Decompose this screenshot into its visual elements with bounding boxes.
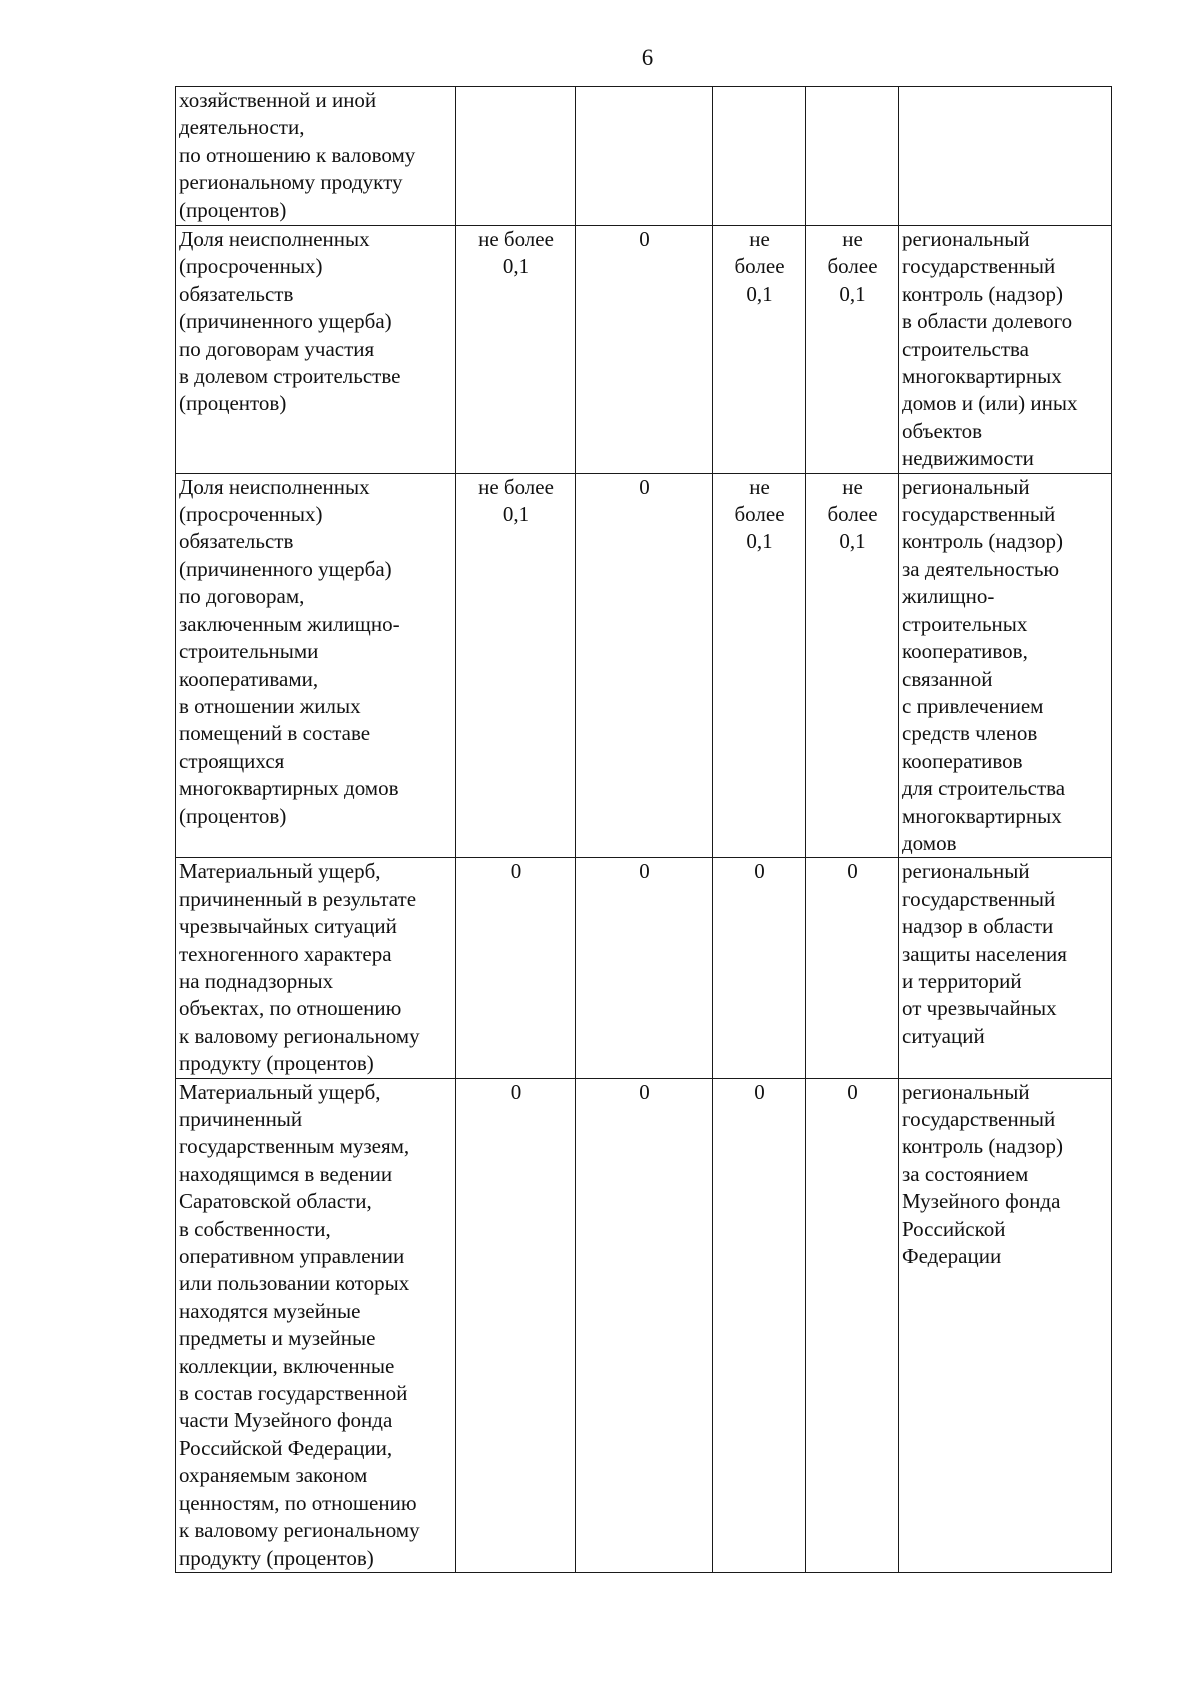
- value-cell: 0: [576, 1078, 713, 1572]
- indicator-cell: Материальный ущерб, причиненный в результате чрезвычайных ситуаций техногенного характера на поднадзорных объектах, по отношению к валовому региональному продукту (процентов): [176, 858, 456, 1078]
- value-cell: не более 0,1: [806, 226, 899, 474]
- value-cell: 0: [713, 858, 806, 1078]
- indicator-cell: Доля неисполненных (просроченных) обязательств (причиненного ущерба) по договорам, заключенным жилищно- строительными кооперативами, в отношении жилых помещений в составе строящихся многоквартирных домов (процентов): [176, 473, 456, 858]
- indicator-cell: Материальный ущерб, причиненный государственным музеям, находящимся в ведении Саратовской области, в собственности, оперативном управлении или пользовании которых находятся музейные предметы и музейные коллекции, включенные в состав государственной части Музейного фонда Российской Федерации, охраняемым законом ценностям, по отношению к валовому региональному продукту (процентов): [176, 1078, 456, 1572]
- control-type-cell: региональный государственный контроль (надзор) за состоянием Музейного фонда Российской Федерации: [899, 1078, 1112, 1572]
- page-number: 6: [641, 45, 654, 70]
- value-cell: не более 0,1: [456, 473, 576, 858]
- indicator-cell: Доля неисполненных (просроченных) обязательств (причиненного ущерба) по договорам участия в долевом строительстве (процентов): [176, 226, 456, 474]
- value-cell: 0: [456, 858, 576, 1078]
- table-row: [176, 473, 1112, 858]
- value-cell: [806, 87, 899, 226]
- indicator-cell: хозяйственной и иной деятельности, по отношению к валовому региональному продукту (процентов): [176, 87, 456, 226]
- value-cell: [456, 87, 576, 226]
- table-row: [176, 87, 1112, 226]
- value-cell: [713, 87, 806, 226]
- control-type-cell: региональный государственный надзор в области защиты населения и территорий от чрезвычайных ситуаций: [899, 858, 1112, 1078]
- indicators-table: [175, 86, 1112, 1573]
- value-cell: 0: [576, 473, 713, 858]
- value-cell: 0: [713, 1078, 806, 1572]
- value-cell: [576, 87, 713, 226]
- table-row: [176, 1078, 1112, 1572]
- value-cell: не более 0,1: [713, 473, 806, 858]
- control-type-cell: [899, 87, 1112, 226]
- control-type-cell: региональный государственный контроль (надзор) в области долевого строительства многоквартирных домов и (или) иных объектов недвижимости: [899, 226, 1112, 474]
- value-cell: 0: [806, 1078, 899, 1572]
- value-cell: не более 0,1: [456, 226, 576, 474]
- value-cell: 0: [806, 858, 899, 1078]
- control-type-cell: региональный государственный контроль (надзор) за деятельностью жилищно- строительных кооперативов, связанной с привлечением средств членов кооперативов для строительства многоквартирных домов: [899, 473, 1112, 858]
- value-cell: 0: [576, 226, 713, 474]
- value-cell: не более 0,1: [806, 473, 899, 858]
- value-cell: 0: [576, 858, 713, 1078]
- value-cell: 0: [456, 1078, 576, 1572]
- value-cell: не более 0,1: [713, 226, 806, 474]
- table-row: [176, 226, 1112, 474]
- table-row: [176, 858, 1112, 1078]
